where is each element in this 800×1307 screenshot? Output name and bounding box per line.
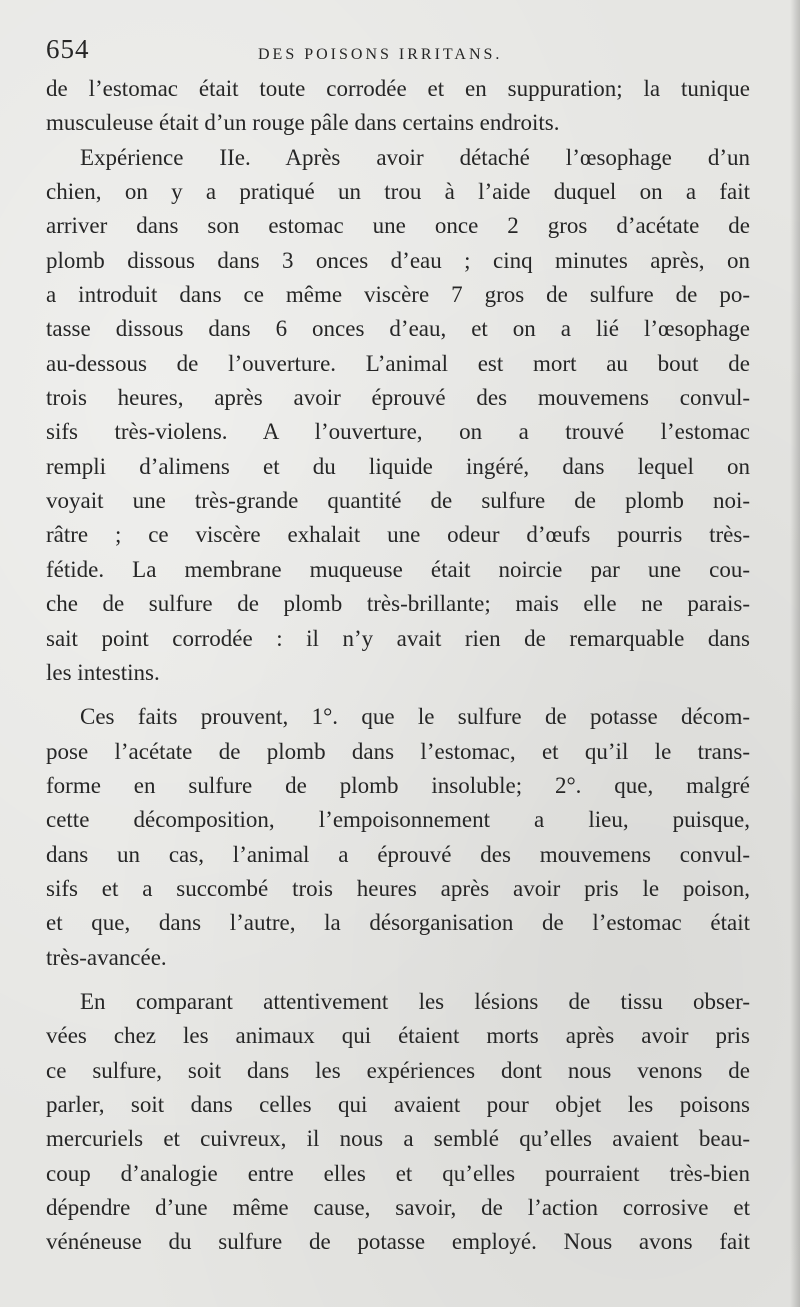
text-line: sifs et a succombé trois heures après avoir pris le poison, [46, 875, 750, 901]
text-line: et que, dans l’autre, la désorganisation de l’estomac était [46, 910, 750, 936]
text-line: pose l’acétate de plomb dans l’estomac, et qu’il le trans- [46, 738, 750, 764]
text-line: Ces faits prouvent, 1°. que le sulfure de potasse décom- [80, 704, 750, 730]
paragraph [46, 985, 750, 1260]
text-line: sifs très-violens. A l’ouverture, on a trouvé l’estomac [46, 419, 750, 445]
text-line: tasse dissous dans 6 onces d’eau, et on a lié l’œsophage [46, 316, 750, 342]
text-line: Expérience IIe. Après avoir détaché l’œsophage d’un [80, 144, 750, 170]
text-line: ce sulfure, soit dans les expériences dont nous venons de [46, 1057, 750, 1083]
text-line: chien, on y a pratiqué un trou à l’aide duquel on a fait [46, 179, 750, 205]
text-line: cette décomposition, l’empoisonnement a lieu, puisque, [46, 807, 750, 833]
text-line: voyait une très-grande quantité de sulfure de plomb noi- [46, 488, 750, 514]
text-line: musculeuse était d’un rouge pâle dans certains endroits. [46, 110, 560, 136]
text-line: coup d’analogie entre elles et qu’elles pourraient très-bien [46, 1160, 750, 1186]
text-line: parler, soit dans celles qui avaient pour objet les poisons [46, 1091, 750, 1117]
text-line: che de sulfure de plomb très-brillante; mais elle ne parais- [46, 591, 750, 617]
text-line: vées chez les animaux qui étaient morts après avoir pris [46, 1023, 750, 1049]
text-line: dépendre d’une même cause, savoir, de l’action corrosive et [46, 1195, 750, 1220]
text-line: de l’estomac était toute corrodée et en suppuration; la tunique [46, 76, 750, 101]
page-header [46, 34, 750, 74]
text-line: fétide. La membrane muqueuse était noircie par une cou- [46, 556, 750, 582]
text-line: dans un cas, l’animal a éprouvé des mouvemens convul- [46, 841, 750, 867]
paragraph [46, 72, 750, 141]
text-line: mercuriels et cuivreux, il nous a semblé qu’elles avaient beau- [46, 1126, 750, 1152]
text-line: plomb dissous dans 3 onces d’eau ; cinq minutes après, on [46, 247, 750, 273]
paragraph-gap [46, 690, 750, 700]
page-edge-shadow [790, 0, 800, 1307]
paragraph-gap [46, 975, 750, 985]
paragraph [46, 141, 750, 691]
text-line: au-dessous de l’ouverture. L’animal est mort au bout de [46, 350, 750, 376]
text-line: En comparant attentivement les lésions de tissu obser- [80, 988, 750, 1014]
text-line: trois heures, après avoir éprouvé des mouvemens convul- [46, 385, 750, 411]
text-line: forme en sulfure de plomb insoluble; 2°. que, malgré [46, 772, 750, 798]
body-text [46, 72, 750, 1260]
text-line: a introduit dans ce même viscère 7 gros de sulfure de po- [46, 282, 750, 308]
page-number: 654 [46, 34, 90, 64]
running-head: DES POISONS IRRITANS. [258, 46, 503, 63]
text-line: arriver dans son estomac une once 2 gros d’acétate de [46, 213, 750, 239]
text-line: les intestins. [46, 659, 160, 685]
text-line: vénéneuse du sulfure de potasse employé. Nous avons fait [46, 1229, 750, 1255]
text-line: rempli d’alimens et du liquide ingéré, dans lequel on [46, 453, 750, 479]
text-line: très-avancée. [46, 944, 167, 970]
text-line: râtre ; ce viscère exhalait une odeur d’œufs pourris très- [46, 522, 750, 548]
text-line: sait point corrodée : il n’y avait rien de remarquable dans [46, 625, 750, 651]
paragraph [46, 700, 750, 975]
